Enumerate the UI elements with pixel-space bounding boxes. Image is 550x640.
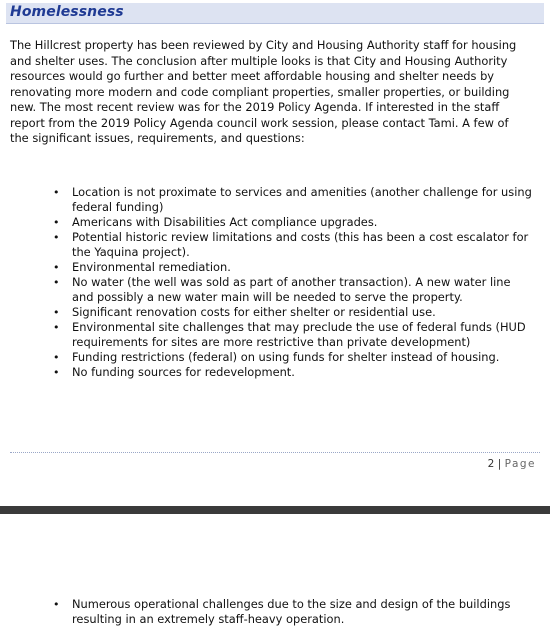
page-number-value: 2: [487, 458, 495, 470]
page-number-separator: |: [497, 458, 502, 470]
list-item-text: Environmental site challenges that may preclude the use of federal funds (HUD requirements for sites are more restrictive than private development): [72, 320, 526, 349]
bullet-icon: •: [53, 276, 60, 289]
list-item: [0, 185, 540, 215]
bullet-icon: •: [53, 306, 60, 319]
list-item: [0, 305, 540, 320]
list-item: [0, 597, 540, 627]
bullet-icon: •: [53, 366, 60, 379]
list-item-text: No water (the well was sold as part of another transaction). A new water line and possibly a new water main will be needed to serve the property.: [72, 275, 511, 304]
footer-divider: [10, 452, 540, 453]
bullet-icon: •: [53, 261, 60, 274]
list-item-text: Funding restrictions (federal) on using funds for shelter instead of housing.: [72, 350, 500, 364]
bullet-icon: •: [53, 351, 60, 364]
list-item-text: Potential historic review limitations and costs (this has been a cost escalator for the Yaquina project).: [72, 230, 529, 259]
list-item: [0, 260, 540, 275]
page-number: [488, 458, 536, 470]
page-break-divider: [0, 506, 550, 514]
list-item: [0, 230, 540, 260]
list-item-text: Environmental remediation.: [72, 260, 231, 274]
list-item: [0, 215, 540, 230]
list-item-text: No funding sources for redevelopment.: [72, 365, 295, 379]
issues-list-continued: [0, 597, 540, 627]
section-heading: Homelessness: [10, 4, 124, 20]
bullet-icon: •: [53, 321, 60, 334]
section-heading-bar: [6, 3, 544, 24]
list-item: [0, 350, 540, 365]
list-item-text: Numerous operational challenges due to the size and design of the buildings resulting in an extremely staff-heavy operation.: [72, 597, 511, 626]
bullet-icon: •: [53, 598, 60, 611]
list-item: [0, 275, 540, 305]
list-item-text: Significant renovation costs for either shelter or residential use.: [72, 305, 436, 319]
intro-paragraph: The Hillcrest property has been reviewed by City and Housing Authority staff for housing and shelter uses. The conclusion after multiple looks is that City and Housing Authority resources would go further and better meet affordable housing and shelter needs by renovating more modern and code compliant properties, smaller properties, or building new. The most recent review was for the 2019 Policy Agenda. If interested in the staff report from the 2019 Policy Agenda council work session, please contact Tami. A few of the significant issues, requirements, and questions:: [10, 38, 517, 145]
list-item: [0, 365, 540, 380]
bullet-icon: •: [53, 216, 60, 229]
page-number-label: Page: [504, 458, 536, 470]
issues-list: [0, 185, 540, 380]
bullet-icon: •: [53, 186, 60, 199]
list-item-text: Location is not proximate to services and amenities (another challenge for using federal funding): [72, 185, 532, 214]
list-item: [0, 320, 540, 350]
list-item-text: Americans with Disabilities Act compliance upgrades.: [72, 215, 378, 229]
bullet-icon: •: [53, 231, 60, 244]
